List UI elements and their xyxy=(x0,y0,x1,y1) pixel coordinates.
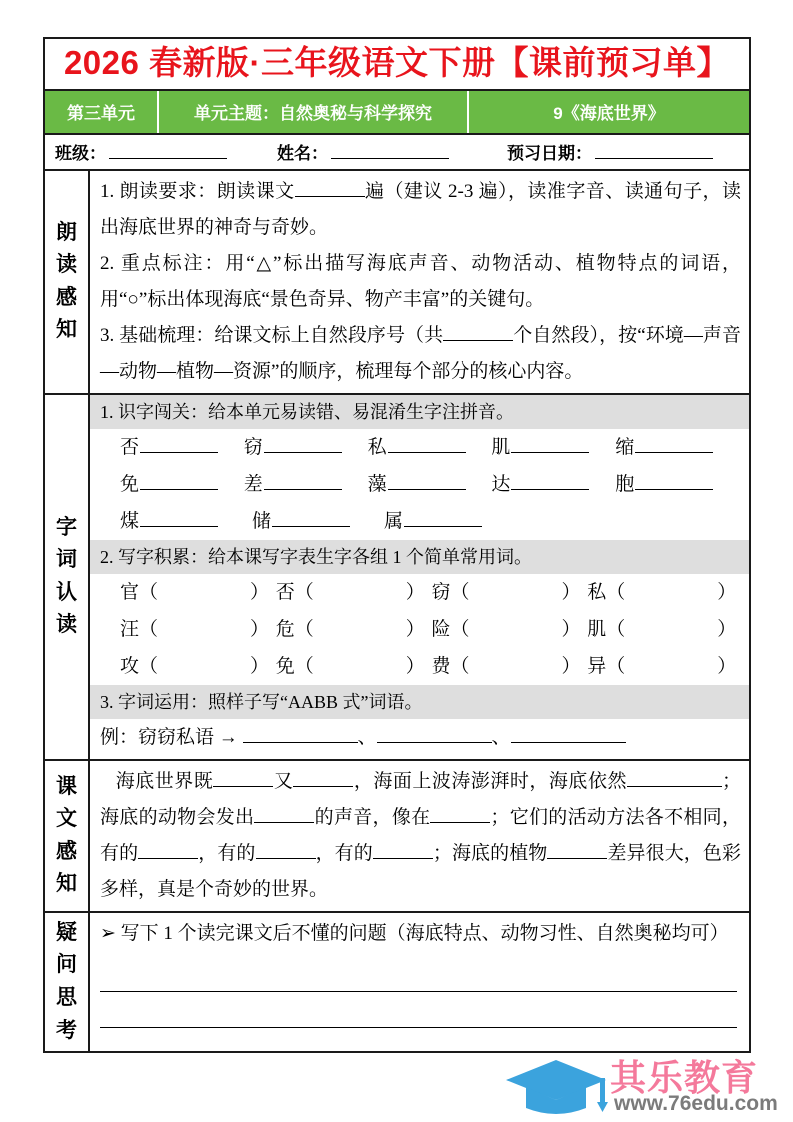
pinyin-row xyxy=(90,466,749,503)
pinyin-blank[interactable] xyxy=(140,526,218,527)
label-char: 疑 xyxy=(56,920,77,944)
worksheet-title-row xyxy=(45,39,749,91)
word-paren-item[interactable]: 官 （ ） xyxy=(120,574,276,611)
bullet-icon: ➢ xyxy=(100,922,116,944)
character: 属 xyxy=(384,510,404,532)
cloze-text: ，海面上波涛澎湃时，海底依然 xyxy=(353,770,627,792)
date-label: 预习日期： xyxy=(507,144,592,164)
character: 攻 xyxy=(120,655,140,677)
unit-theme: 单元主题：自然奥秘与科学探究 xyxy=(159,91,469,133)
date-field[interactable] xyxy=(507,139,713,164)
pinyin-item[interactable] xyxy=(368,429,492,466)
unit-number: 第三单元 xyxy=(45,91,159,133)
name-input-blank[interactable] xyxy=(331,143,449,159)
cloze-blank[interactable] xyxy=(373,858,433,859)
label-char: 感 xyxy=(56,285,77,309)
cloze-text: ；海底的动物会发出 xyxy=(100,770,741,828)
label-char: 课 xyxy=(56,774,77,798)
cloze-blank[interactable] xyxy=(138,858,198,859)
reading-item-3-prefix: 3. 基础梳理：给课文标上自然段序号（共 xyxy=(100,324,444,346)
character: 汪 xyxy=(120,618,140,640)
cloze-text: 差异很大，色彩多样，真是个奇妙的世界。 xyxy=(100,842,741,900)
pinyin-blank[interactable] xyxy=(404,526,482,527)
reading-item-2: 2. 重点标注：用“△”标出描写海底声音、动物活动、植物特点的词语，用“○”标出体现海底“景色奇异、物产丰富”的关键句。 xyxy=(100,252,741,310)
vocab-sub-heading-1: 1. 识字闯关：给本单元易读错、易混淆生字注拼音。 xyxy=(90,395,749,429)
cloze-blank[interactable] xyxy=(627,786,722,787)
character: 否 xyxy=(120,436,140,458)
reading-item-1 xyxy=(90,171,749,246)
cloze-blank[interactable] xyxy=(547,858,607,859)
character: 窃 xyxy=(431,581,451,603)
character: 差 xyxy=(243,473,263,495)
cloze-blank[interactable] xyxy=(213,786,273,787)
label-char: 读 xyxy=(56,613,77,637)
pinyin-item[interactable] xyxy=(491,429,615,466)
word-paren-item[interactable]: 异 （ ） xyxy=(587,648,743,685)
label-char: 读 xyxy=(56,253,77,277)
cloze-text: ；海底的植物 xyxy=(432,842,548,864)
pinyin-item[interactable] xyxy=(384,503,516,540)
site-logo xyxy=(498,1052,778,1120)
word-paren-item[interactable]: 私 （ ） xyxy=(587,574,743,611)
reading-item-1-prefix: 1. 朗读要求：朗读课文 xyxy=(100,180,295,202)
label-char: 知 xyxy=(56,318,77,342)
character: 否 xyxy=(275,581,295,603)
label-char: 词 xyxy=(56,548,77,572)
character: 费 xyxy=(431,655,451,677)
pinyin-row xyxy=(90,503,749,540)
pinyin-blank[interactable] xyxy=(388,452,466,453)
section-vocabulary xyxy=(45,395,749,761)
answer-line[interactable] xyxy=(100,992,737,1028)
cloze-paragraph xyxy=(90,761,749,911)
word-paren-item[interactable]: 攻 （ ） xyxy=(120,648,276,685)
name-field[interactable] xyxy=(277,139,449,164)
answer-area[interactable] xyxy=(90,952,749,1028)
character: 煤 xyxy=(120,510,140,532)
word-paren-item[interactable]: 窃 （ ） xyxy=(432,574,588,611)
section-content-vocabulary xyxy=(90,395,749,759)
separator: 、 xyxy=(491,726,511,748)
character: 危 xyxy=(275,618,295,640)
label-char: 认 xyxy=(56,580,77,604)
pinyin-blank[interactable] xyxy=(140,489,218,490)
pinyin-blank[interactable] xyxy=(264,489,342,490)
pinyin-blank[interactable] xyxy=(635,489,713,490)
pinyin-blank[interactable] xyxy=(140,452,218,453)
pinyin-item[interactable] xyxy=(491,466,615,503)
logo-brand-text: 其乐教育 xyxy=(610,1057,759,1098)
word-paren-item[interactable]: 危 （ ） xyxy=(276,611,432,648)
vocab-sub-heading-2: 2. 写字积累：给本课写字表生字各组 1 个简单常用词。 xyxy=(90,540,749,574)
label-char: 朗 xyxy=(56,220,77,244)
pinyin-item[interactable] xyxy=(368,466,492,503)
unit-header-row xyxy=(45,91,749,135)
character: 私 xyxy=(367,436,387,458)
word-paren-row xyxy=(90,611,749,648)
section-content-comprehension xyxy=(90,761,749,911)
pinyin-item[interactable] xyxy=(252,503,384,540)
character: 胞 xyxy=(615,473,635,495)
cloze-blank[interactable] xyxy=(254,822,314,823)
pinyin-item[interactable] xyxy=(244,466,368,503)
cloze-text: 又 xyxy=(273,770,294,792)
character: 险 xyxy=(431,618,451,640)
character: 官 xyxy=(120,581,140,603)
label-char: 知 xyxy=(56,872,77,896)
pinyin-item[interactable] xyxy=(120,466,244,503)
word-paren-item[interactable]: 险 （ ） xyxy=(432,611,588,648)
reading-blank-count[interactable] xyxy=(295,196,365,197)
reading-blank-paragraphs[interactable] xyxy=(443,340,513,341)
pinyin-blank[interactable] xyxy=(635,452,713,453)
page-title: 2026 春新版·三年级语文下册【课前预习单】 xyxy=(63,44,731,81)
word-paren-row xyxy=(90,574,749,611)
aabb-blank[interactable] xyxy=(243,742,358,743)
section-content-questions xyxy=(90,913,749,1051)
date-input-blank[interactable] xyxy=(595,143,713,159)
label-char: 感 xyxy=(56,839,77,863)
class-input-blank[interactable] xyxy=(109,143,227,159)
aabb-example-row xyxy=(90,719,749,759)
character: 肌 xyxy=(587,618,607,640)
cloze-text: ；它们的活动方法各不相同，有的 xyxy=(100,806,741,864)
character: 免 xyxy=(275,655,295,677)
cloze-blank[interactable] xyxy=(293,786,353,787)
pinyin-item[interactable] xyxy=(615,466,739,503)
character: 免 xyxy=(120,473,140,495)
character: 窃 xyxy=(243,436,263,458)
cloze-text: ，有的 xyxy=(315,842,373,864)
character: 异 xyxy=(587,655,607,677)
reading-item-3-suffix: 个自然段），按“环境—声音—动物—植物—资源”的顺序，梳理每个部分的核心内容。 xyxy=(100,324,741,382)
section-label-questions xyxy=(45,913,90,1051)
section-label-comprehension xyxy=(45,761,90,911)
pinyin-item[interactable] xyxy=(120,503,252,540)
logo-url-text: www.76edu.com xyxy=(614,1092,778,1115)
reading-item-1-suffix: 遍（建议 2-3 遍），读准字音、读通句子，读出海底世界的神奇与奇妙。 xyxy=(100,180,741,238)
pinyin-item[interactable] xyxy=(120,429,244,466)
character: 私 xyxy=(587,581,607,603)
student-info-row xyxy=(45,135,749,171)
pinyin-blank[interactable] xyxy=(511,452,589,453)
character: 肌 xyxy=(491,436,511,458)
graduation-cap-icon xyxy=(504,1056,608,1120)
question-prompt-text: 写下 1 个读完课文后不懂的问题（海底特点、动物习性、自然奥秘均可） xyxy=(120,922,729,944)
cloze-blank[interactable] xyxy=(430,822,490,823)
character: 储 xyxy=(252,510,272,532)
answer-line[interactable] xyxy=(100,956,737,992)
cloze-text: ，有的 xyxy=(198,842,256,864)
cloze-text: 海底世界既 xyxy=(115,770,214,792)
word-paren-item[interactable]: 肌 （ ） xyxy=(587,611,743,648)
aabb-example-prefix: 例：窃窃私语 → xyxy=(100,726,238,748)
word-paren-item[interactable]: 汪 （ ） xyxy=(120,611,276,648)
label-char: 文 xyxy=(56,807,77,831)
worksheet-table xyxy=(43,37,751,1053)
section-questions xyxy=(45,913,749,1051)
section-label-vocabulary xyxy=(45,395,90,759)
character: 藻 xyxy=(367,473,387,495)
separator: 、 xyxy=(357,726,377,748)
pinyin-blank[interactable] xyxy=(388,489,466,490)
aabb-blank[interactable] xyxy=(377,742,492,743)
question-prompt xyxy=(90,913,749,952)
pinyin-row xyxy=(90,429,749,466)
pinyin-item[interactable] xyxy=(244,429,368,466)
word-paren-row xyxy=(90,648,749,685)
class-label: 班级： xyxy=(55,144,106,164)
word-paren-item[interactable]: 否 （ ） xyxy=(276,574,432,611)
class-field[interactable] xyxy=(55,139,227,164)
vocab-sub-heading-3: 3. 字词运用：照样子写“AABB 式”词语。 xyxy=(90,685,749,719)
lesson-title: 9《海底世界》 xyxy=(553,104,665,124)
character: 达 xyxy=(491,473,511,495)
section-reading xyxy=(45,171,749,395)
label-char: 考 xyxy=(56,1018,77,1042)
label-char: 问 xyxy=(56,953,77,977)
pinyin-blank[interactable] xyxy=(264,452,342,453)
cloze-text: 的声音，像在 xyxy=(314,806,431,828)
section-label-reading xyxy=(45,171,90,393)
section-content-reading xyxy=(90,171,749,393)
word-paren-item[interactable]: 费 （ ） xyxy=(432,648,588,685)
pinyin-blank[interactable] xyxy=(511,489,589,490)
pinyin-blank[interactable] xyxy=(272,526,350,527)
reading-item-3 xyxy=(90,318,749,393)
word-paren-item[interactable]: 免 （ ） xyxy=(276,648,432,685)
label-char: 思 xyxy=(56,986,77,1010)
cloze-blank[interactable] xyxy=(256,858,316,859)
label-char: 字 xyxy=(56,515,77,539)
name-label: 姓名： xyxy=(277,144,328,164)
aabb-blank[interactable] xyxy=(511,742,626,743)
section-comprehension xyxy=(45,761,749,913)
character: 缩 xyxy=(615,436,635,458)
pinyin-item[interactable] xyxy=(615,429,739,466)
